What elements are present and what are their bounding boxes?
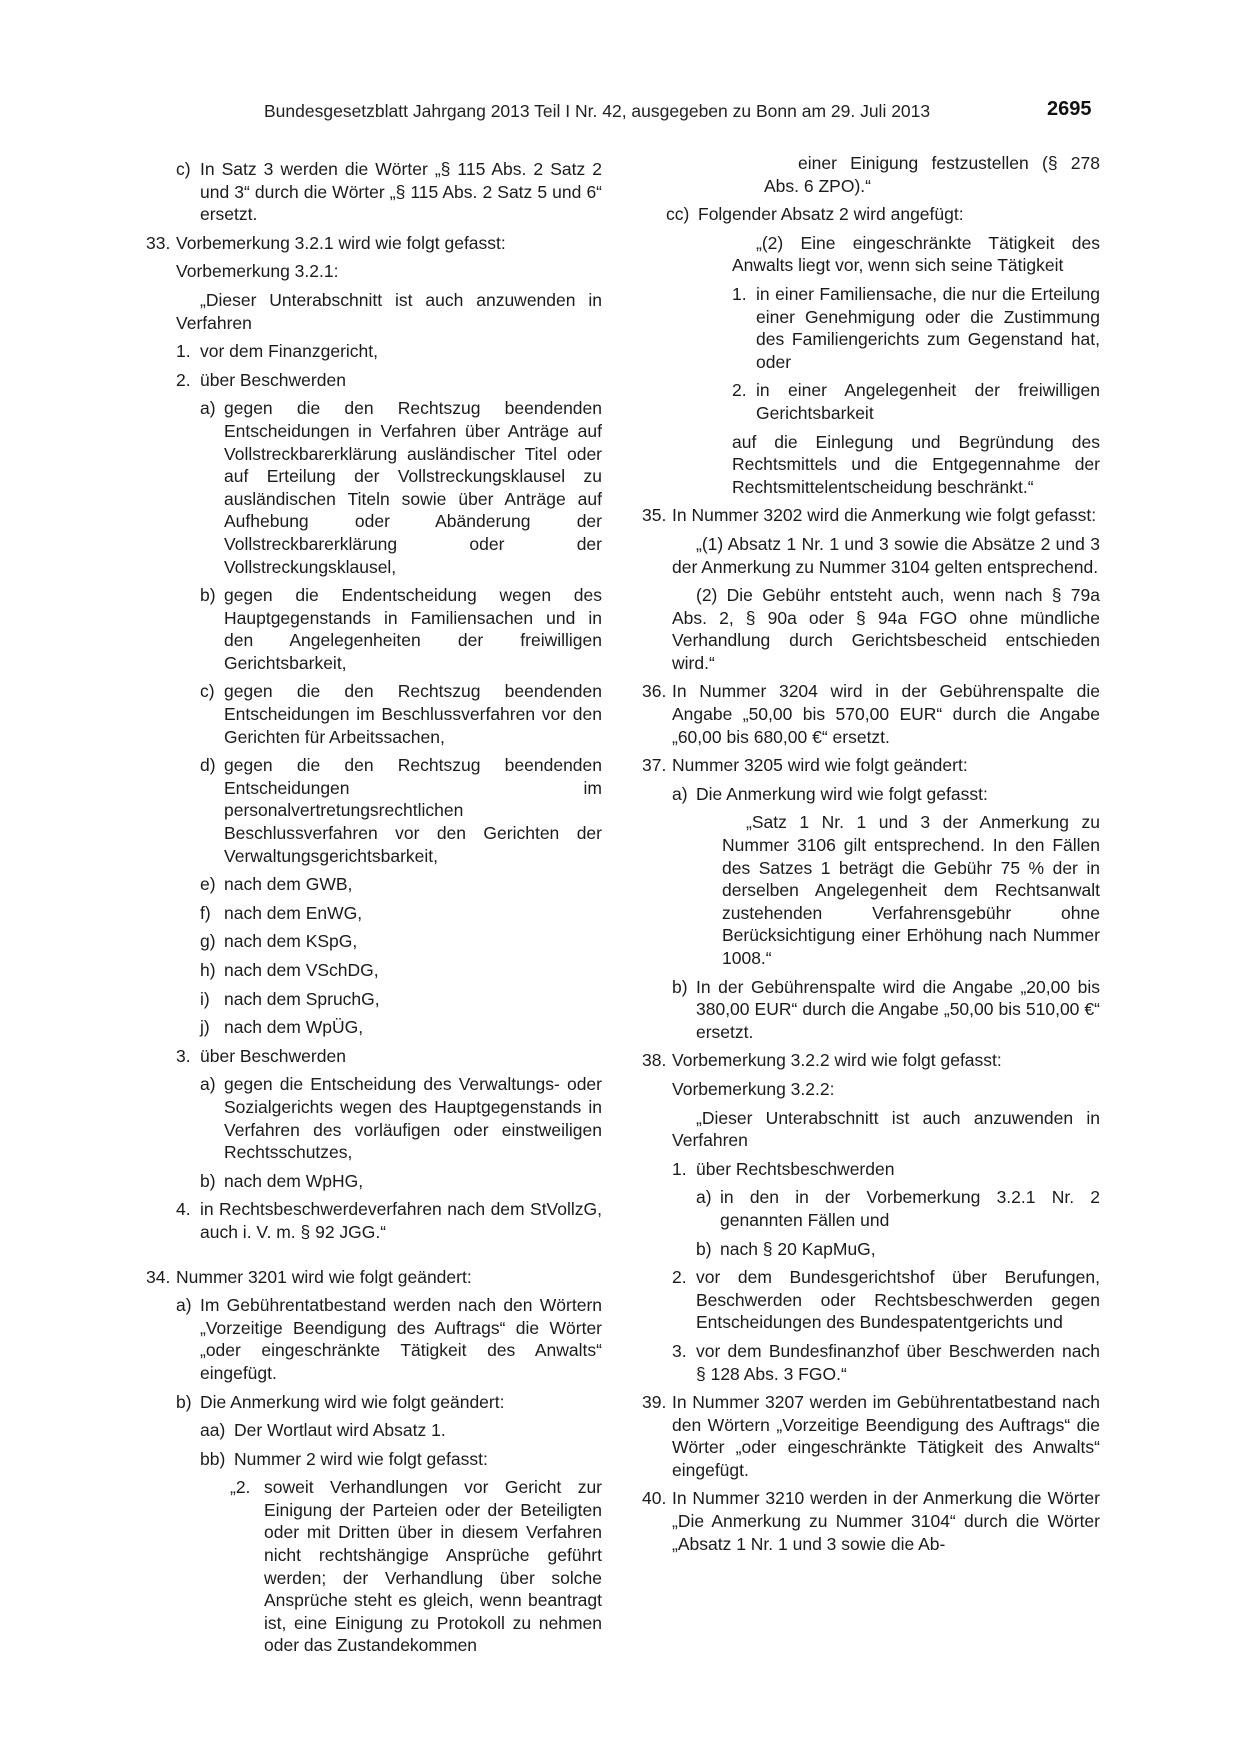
item-bb bbox=[150, 1448, 602, 1471]
item-text: über Rechtsbeschwerden bbox=[696, 1158, 895, 1179]
quote-35-1: „(1) Absatz 1 Nr. 1 und 3 sowie die Absätze 2 und 3 der Anmerkung zu Nummer 3104 gelten entsprechend. bbox=[672, 533, 1100, 577]
item-label: cc) bbox=[666, 204, 690, 225]
item-36 bbox=[642, 680, 1100, 748]
item-text: Folgender Absatz 2 wird angefügt: bbox=[698, 204, 964, 225]
sub-item-c bbox=[150, 680, 602, 748]
item-text: nach dem VSchDG, bbox=[224, 960, 379, 980]
item-37 bbox=[642, 754, 1100, 777]
continuation-text: einer Einigung festzustellen (§ 278 Abs. 6 ZPO).“ bbox=[764, 153, 1100, 196]
item-cc bbox=[648, 203, 1100, 226]
item-34 bbox=[146, 1266, 602, 1289]
item-aa bbox=[150, 1419, 602, 1442]
item-text: gegen die den Rechtszug beendenden Entscheidungen in Verfahren über Anträge auf Vollstreckbarerklärung ausländischer Titel oder auf Erteilung der Vollstreckungsklausel zu ausländischen Titeln sowie über Anträge auf Aufhebung oder Abänderung der Vollstreckbarerklärung oder der Vollstreckungsklausel, bbox=[224, 398, 602, 577]
item-37b bbox=[648, 976, 1100, 1044]
quote-37a: „Satz 1 Nr. 1 und 3 der Anmerkung zu Nummer 3106 gilt entsprechend. In den Fällen des Satzes 1 beträgt die Gebühr 75 % der in derselben Angelegenheit dem Rechtsanwalt zustehenden Verfahrensgebühr ohne Berücksichtigung einer Erhöhung nach Nummer 1008.“ bbox=[722, 812, 1100, 968]
item-label: b) bbox=[200, 585, 216, 606]
quote-tail: auf die Einlegung und Begründung des Rechtsmittels und die Entgegennahme der Rechtsmittelentscheidung beschränkt.“ bbox=[732, 431, 1100, 497]
sub-item-3a bbox=[150, 1073, 602, 1163]
list-item-3 bbox=[150, 1045, 602, 1068]
sub-item-g bbox=[150, 930, 602, 953]
list-item-4 bbox=[150, 1198, 602, 1243]
item-text: in Rechtsbeschwerdeverfahren nach dem StVollzG, auch i. V. m. § 92 JGG.“ bbox=[200, 1199, 602, 1242]
item-text: vor dem Bundesgerichtshof über Berufungen, Beschwerden oder Rechtsbeschwerden gegen Entscheidungen des Bundespatentgerichts und bbox=[696, 1267, 1100, 1333]
item-label: a) bbox=[200, 398, 216, 419]
item-text: Vorbemerkung 3.2.2 wird wie folgt gefasst: bbox=[672, 1050, 1002, 1071]
item-label: 37. bbox=[642, 755, 667, 776]
item-label: 4. bbox=[176, 1199, 191, 1220]
item-label: b) bbox=[696, 1238, 712, 1259]
item-label: 1. bbox=[672, 1158, 687, 1179]
item-label: c) bbox=[176, 159, 191, 179]
item-text: nach dem EnWG, bbox=[224, 902, 363, 923]
item-37a bbox=[648, 783, 1100, 806]
sub-item-i bbox=[150, 988, 602, 1011]
item-label: a) bbox=[200, 1074, 216, 1095]
item-label: a) bbox=[696, 1187, 712, 1208]
item-label: b) bbox=[176, 1391, 192, 1412]
item-38-1b bbox=[648, 1238, 1100, 1261]
page-number: 2695 bbox=[1047, 98, 1092, 120]
item-text: vor dem Bundesfinanzhof über Beschwerden nach § 128 Abs. 3 FGO.“ bbox=[696, 1340, 1100, 1384]
item-label: 2. bbox=[176, 369, 191, 390]
item-text: nach dem WpÜG, bbox=[224, 1017, 364, 1038]
quote-item-1 bbox=[648, 283, 1100, 373]
item-label: a) bbox=[176, 1295, 192, 1316]
item-text: über Beschwerden bbox=[200, 369, 346, 390]
item-text: nach § 20 KapMuG, bbox=[720, 1238, 876, 1259]
sub-item-e bbox=[150, 873, 602, 896]
sub-item-a bbox=[150, 397, 602, 578]
sub-item-3b bbox=[150, 1170, 602, 1193]
item-text: In Nummer 3207 werden im Gebührentatbestand nach den Wörtern „Vorzeitige Beendigung des Auftrags“ die Wörter „oder eingeschränkte Tätigkeit des Anwalts“ eingefügt. bbox=[672, 1392, 1100, 1480]
list-item-1 bbox=[150, 340, 602, 363]
item-text: Vorbemerkung 3.2.1 wird wie folgt gefasst: bbox=[176, 232, 506, 253]
item-label: bb) bbox=[200, 1448, 226, 1469]
item-label: 2. bbox=[672, 1267, 687, 1288]
item-text: Nummer 3205 wird wie folgt geändert: bbox=[672, 755, 968, 776]
item-label: 36. bbox=[642, 681, 667, 702]
item-label: 35. bbox=[642, 505, 667, 526]
item-label: aa) bbox=[200, 1420, 226, 1441]
quote-35-2: (2) Die Gebühr entsteht auch, wenn nach § 79a Abs. 2, § 90a oder § 94a FGO ohne mündliche Verhandlung durch Gerichtsbescheid entschieden wird.“ bbox=[672, 585, 1100, 673]
heading-vorbemerkung-321: Vorbemerkung 3.2.1: bbox=[176, 261, 339, 282]
quote-intro: „Dieser Unterabschnitt ist auch anzuwenden in Verfahren bbox=[176, 289, 602, 333]
item-label: d) bbox=[200, 755, 216, 776]
list-item-2 bbox=[150, 369, 602, 392]
heading-vorbemerkung-322: Vorbemerkung 3.2.2: bbox=[672, 1078, 835, 1099]
sub-item-f bbox=[150, 902, 602, 925]
item-40 bbox=[642, 1487, 1100, 1555]
quote-absatz-2: „(2) Eine eingeschränkte Tätigkeit des Anwalts liegt vor, wenn sich seine Tätigkeit bbox=[732, 232, 1100, 276]
item-text: gegen die Entscheidung des Verwaltungs- oder Sozialgerichts wegen des Hauptgegenstands in Verfahren des vorläufigen oder einstweiligen Rechtsschutzes, bbox=[224, 1074, 602, 1163]
sub-item-d bbox=[150, 754, 602, 867]
sub-item-b bbox=[150, 584, 602, 674]
item-38-2 bbox=[648, 1266, 1100, 1334]
item-34b bbox=[150, 1391, 602, 1414]
item-text: Nummer 2 wird wie folgt gefasst: bbox=[234, 1448, 488, 1469]
item-label: 38. bbox=[642, 1050, 667, 1071]
item-text: in einer Familiensache, die nur die Erteilung einer Genehmigung oder die Zustimmung des Familiengerichts zum Gegenstand hat, oder bbox=[756, 283, 1100, 372]
item-39 bbox=[642, 1391, 1100, 1481]
right-column bbox=[642, 152, 1100, 1561]
item-text: Im Gebührentatbestand werden nach den Wörtern „Vorzeitige Beendigung des Auftrags“ die Wörter „oder eingeschränkte Tätigkeit des Anwalts“ eingefügt. bbox=[200, 1295, 602, 1383]
item-text: In Nummer 3204 wird in der Gebührenspalte die Angabe „50,00 bis 570,00 EUR“ durch die Angabe „60,00 bis 680,00 €“ ersetzt. bbox=[672, 681, 1100, 747]
item-38-3 bbox=[648, 1340, 1100, 1385]
quoted-item-2 bbox=[150, 1476, 602, 1657]
item-text: In Satz 3 werden die Wörter „§ 115 Abs. 2 Satz 2 und 3“ durch die Wörter „§ 115 Abs. 2 Satz 5 und 6“ ersetzt. bbox=[200, 159, 602, 225]
item-label: 34. bbox=[146, 1266, 171, 1287]
item-34a bbox=[150, 1294, 602, 1384]
item-text: in einer Angelegenheit der freiwilligen Gerichtsbarkeit bbox=[756, 380, 1100, 423]
item-text: gegen die Endentscheidung wegen des Hauptgegenstands in Familiensachen und in den Angelegenheiten der freiwilligen Gerichtsbarkeit, bbox=[224, 585, 602, 673]
item-c bbox=[150, 158, 602, 226]
item-label: „2. bbox=[230, 1477, 251, 1498]
item-33 bbox=[146, 232, 602, 255]
item-38 bbox=[642, 1049, 1100, 1072]
item-label: 40. bbox=[642, 1488, 667, 1509]
item-label: g) bbox=[200, 931, 216, 952]
item-text: in den in der Vorbemerkung 3.2.1 Nr. 2 genannten Fällen und bbox=[720, 1187, 1100, 1230]
item-text: Nummer 3201 wird wie folgt geändert: bbox=[176, 1266, 472, 1287]
item-text: Die Anmerkung wird wie folgt geändert: bbox=[200, 1391, 505, 1412]
item-label: 3. bbox=[176, 1045, 191, 1066]
item-label: 2. bbox=[732, 380, 747, 401]
item-38-1 bbox=[648, 1158, 1100, 1181]
sub-item-j bbox=[150, 1016, 602, 1039]
item-label: a) bbox=[672, 783, 688, 804]
item-text: nach dem GWB, bbox=[224, 874, 353, 895]
item-text: nach dem KSpG, bbox=[224, 931, 358, 952]
item-label: j) bbox=[200, 1017, 210, 1038]
running-header: Bundesgesetzblatt Jahrgang 2013 Teil I Nr. 42, ausgegeben zu Bonn am 29. Juli 2013 bbox=[264, 101, 931, 121]
item-text: Der Wortlaut wird Absatz 1. bbox=[234, 1420, 446, 1441]
item-label: 1. bbox=[176, 341, 191, 362]
item-label: e) bbox=[200, 874, 216, 895]
item-text: über Beschwerden bbox=[200, 1045, 346, 1066]
item-label: c) bbox=[200, 681, 215, 702]
item-label: h) bbox=[200, 960, 216, 980]
item-label: 39. bbox=[642, 1392, 667, 1413]
item-38-1a bbox=[648, 1186, 1100, 1231]
quote-item-2 bbox=[648, 379, 1100, 424]
left-column bbox=[146, 158, 602, 1663]
item-text: In Nummer 3202 wird die Anmerkung wie folgt gefasst: bbox=[672, 505, 1097, 526]
item-label: b) bbox=[672, 976, 688, 997]
item-text: soweit Verhandlungen vor Gericht zur Einigung der Parteien oder der Beteiligten oder mit Dritten über in diesem Verfahren nicht rechtshängige Ansprüche geführt werden; der Verhandlung über solche Ansprüche steht es gleich, wenn beantragt ist, eine Einigung zu Protokoll zu nehmen oder das Zustandekommen bbox=[264, 1477, 602, 1656]
item-label: f) bbox=[200, 902, 211, 923]
item-label: b) bbox=[200, 1170, 216, 1191]
item-text: In der Gebührenspalte wird die Angabe „20,00 bis 380,00 EUR“ durch die Angabe „50,00 bis 510,00 €“ ersetzt. bbox=[696, 976, 1100, 1042]
item-text: vor dem Finanzgericht, bbox=[200, 341, 378, 362]
sub-item-h bbox=[150, 959, 602, 982]
item-text: gegen die den Rechtszug beendenden Entscheidungen im personalvertretungsrechtlichen Beschlussverfahren vor den Gerichten der Verwaltungsgerichtsbarkeit, bbox=[224, 755, 602, 866]
item-text: Die Anmerkung wird wie folgt gefasst: bbox=[696, 783, 988, 804]
quote-38-intro: „Dieser Unterabschnitt ist auch anzuwenden in Verfahren bbox=[672, 1107, 1100, 1151]
item-label: 3. bbox=[672, 1340, 687, 1361]
item-text: nach dem SpruchG, bbox=[224, 988, 380, 1009]
item-text: In Nummer 3210 werden in der Anmerkung die Wörter „Die Anmerkung zu Nummer 3104“ durch die Wörter „Absatz 1 Nr. 1 und 3 sowie die Ab- bbox=[672, 1488, 1100, 1554]
item-35 bbox=[642, 504, 1100, 527]
item-text: gegen die den Rechtszug beendenden Entscheidungen im Beschlussverfahren vor den Gerichten für Arbeitssachen, bbox=[224, 681, 602, 747]
item-label: 1. bbox=[732, 283, 747, 304]
item-label: i) bbox=[200, 988, 210, 1009]
item-label: 33. bbox=[146, 232, 171, 253]
item-text: nach dem WpHG, bbox=[224, 1170, 364, 1191]
